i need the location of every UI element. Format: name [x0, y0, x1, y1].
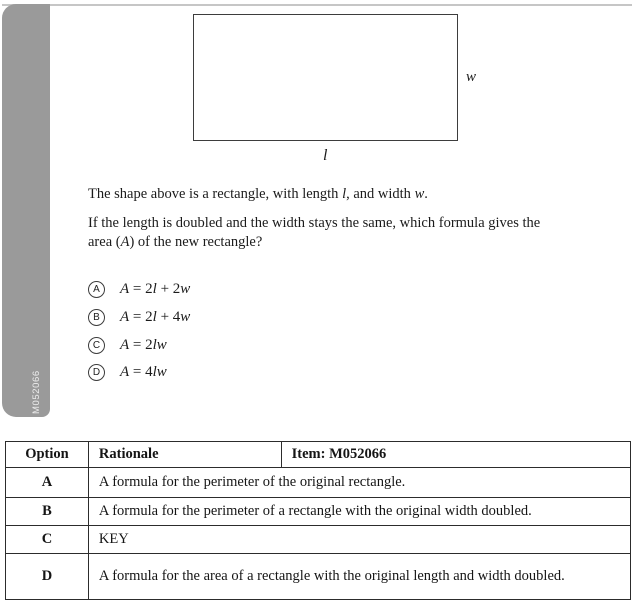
row-rationale: KEY [88, 526, 630, 554]
formula-op: + 4 [156, 308, 181, 325]
option-formula-a [120, 281, 190, 298]
option-formula-d [120, 364, 167, 381]
prompt-text: If the length is doubled and the width stays the same, which formula gives the [88, 215, 541, 231]
answer-option-d[interactable] [88, 362, 167, 382]
prompt-text: area ( [88, 234, 121, 250]
header-option: Option [6, 442, 89, 468]
rectangle-diagram [193, 14, 458, 141]
formula-var: A [120, 336, 130, 353]
row-option-letter: B [6, 498, 89, 526]
option-formula-b [120, 309, 190, 326]
option-bubble-a[interactable]: A [88, 281, 105, 298]
row-rationale: A formula for the area of a rectangle with the original length and width doubled. [88, 554, 630, 600]
formula-var: w [180, 280, 191, 297]
length-label: l [323, 147, 328, 164]
question-prompt [88, 214, 613, 252]
stem-text: The shape above is a rectangle, with length [88, 186, 343, 202]
formula-op: = 4 [129, 363, 153, 380]
row-option-letter: A [6, 468, 89, 498]
formula-var: A [120, 280, 130, 297]
rationale-header-row [6, 442, 631, 468]
item-id-tab [2, 4, 50, 417]
formula-var: l [152, 280, 157, 297]
option-formula-c [120, 337, 167, 354]
answer-option-a[interactable] [88, 279, 190, 299]
formula-var: lw [152, 363, 167, 380]
frame-top-divider [2, 4, 632, 6]
var-l: l [342, 186, 347, 202]
option-bubble-b[interactable]: B [88, 309, 105, 326]
rationale-row-b [6, 498, 631, 526]
formula-var: l [152, 308, 157, 325]
header-item-id: Item: M052066 [281, 442, 630, 468]
row-rationale: A formula for the perimeter of the original rectangle. [88, 468, 630, 498]
rationale-table [5, 441, 631, 600]
option-bubble-d[interactable]: D [88, 364, 105, 381]
rationale-row-c [6, 526, 631, 554]
header-rationale: Rationale [88, 442, 281, 468]
width-label: w [466, 69, 477, 85]
formula-var: w [180, 308, 191, 325]
question-stem-line1 [88, 185, 613, 204]
stem-text: . [424, 186, 428, 202]
row-option-letter: D [6, 554, 89, 600]
item-id-label: M052066 [31, 370, 42, 414]
formula-op: + 2 [156, 280, 181, 297]
formula-var: A [120, 308, 130, 325]
formula-var: A [120, 363, 130, 380]
row-rationale: A formula for the perimeter of a rectangle with the original width doubled. [88, 498, 630, 526]
formula-op: = 2 [129, 308, 153, 325]
option-bubble-c[interactable]: C [88, 337, 105, 354]
row-option-letter: C [6, 526, 89, 554]
rationale-row-a [6, 468, 631, 498]
formula-op: = 2 [129, 280, 153, 297]
var-w: w [414, 186, 425, 202]
formula-var: lw [152, 336, 167, 353]
var-A: A [120, 234, 130, 250]
rationale-row-d [6, 554, 631, 600]
prompt-text: ) of the new rectangle? [129, 234, 263, 250]
stem-text: , and width [346, 186, 415, 202]
answer-option-b[interactable] [88, 307, 190, 327]
formula-op: = 2 [129, 336, 153, 353]
answer-option-c[interactable] [88, 335, 167, 355]
